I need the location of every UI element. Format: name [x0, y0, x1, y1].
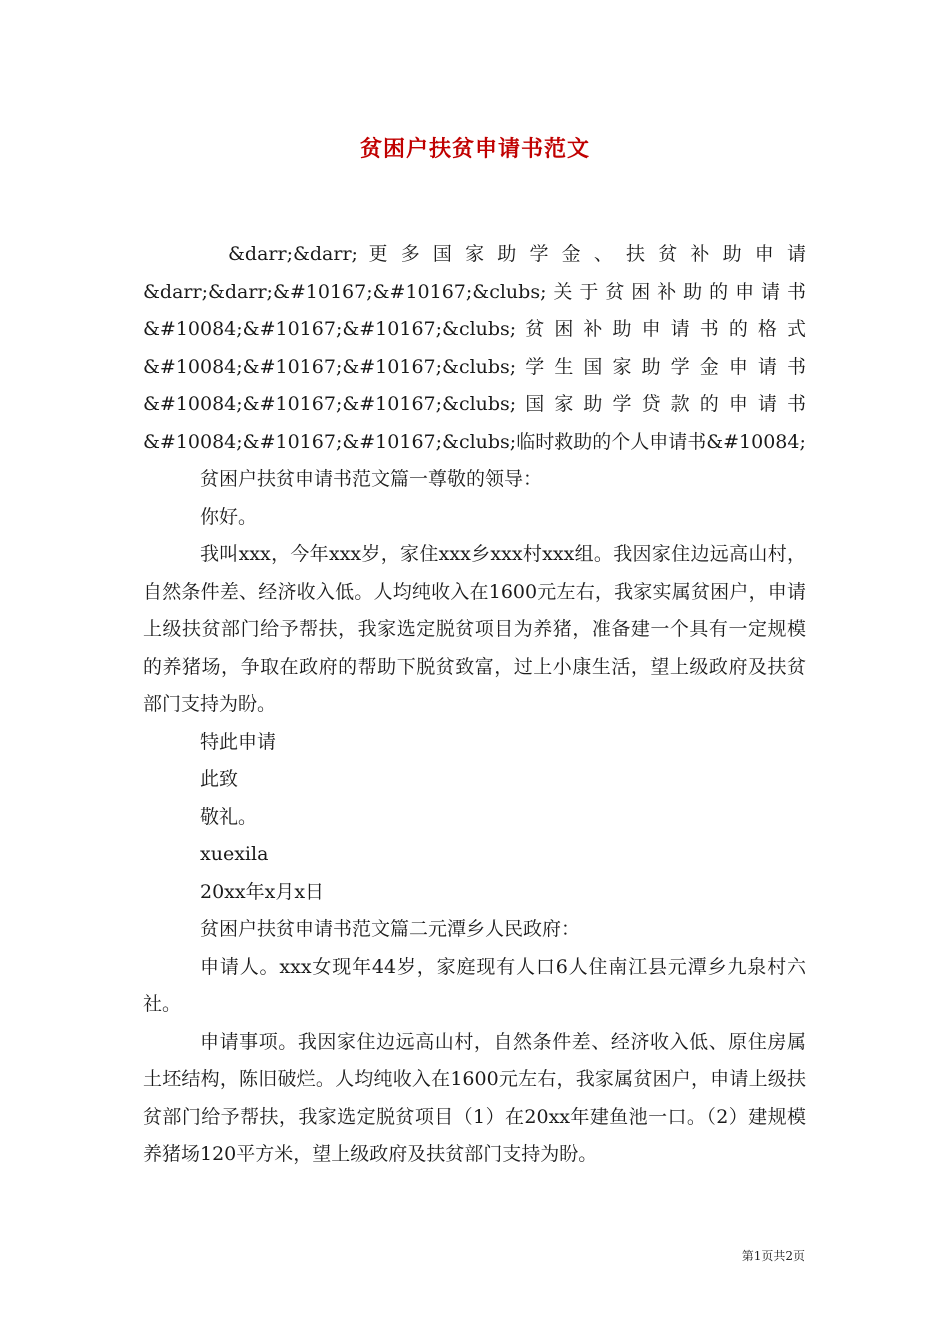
- link-line[interactable]: &darr;&darr; 更 多 国 家 助 学 金 、 扶 贫 补 助 申 请: [228, 243, 806, 265]
- closing-line: 特此申请: [200, 730, 277, 753]
- link-line[interactable]: &#10084;&#10167;&#10167;&clubs; 贫 困 补 助 申 请 书 的 格 式: [143, 318, 806, 340]
- section1-body: 我叫xxx，今年xxx岁，家住xxx乡xxx村xxx组。我因家住边远高山村，自然条件差、经济收入低。人均纯收入在1600元左右，我家实属贫困户，申请上级扶贫部门给予帮扶，我家选定脱贫项目为养猪，准备建一个具有一定规模的养猪场，争取在政府的帮助下脱贫致富，过上小康生活，望上级政府及扶贫部门支持为盼。: [143, 543, 806, 715]
- document-title: 贫困户扶贫申请书范文: [359, 136, 590, 162]
- section1-heading: 贫困户扶贫申请书范文篇一尊敬的领导：: [200, 468, 543, 490]
- closing-line: 此致: [200, 768, 239, 790]
- link-line[interactable]: &#10084;&#10167;&#10167;&clubs;临时救助的个人申请书&#10084;: [143, 430, 806, 453]
- section2-heading: 贫困户扶贫申请书范文篇二元潭乡人民政府：: [200, 918, 581, 940]
- section2-applicant: 申请人。xxx女现年44岁，家庭现有人口6人住南江县元潭乡九泉村六社。: [143, 955, 806, 1015]
- date-line: 20xx年x月x日: [200, 880, 325, 903]
- page-number: 第1页共2页: [741, 1249, 805, 1263]
- link-line[interactable]: &darr;&darr;&#10167;&#10167;&clubs;关于贫困补助的申请书: [143, 280, 806, 303]
- section2-matter: 申请事项。我因家住边远高山村，自然条件差、经济收入低、原住房属土坯结构，陈旧破烂。人均纯收入在1600元左右，我家属贫困户，申请上级扶贫部门给予帮扶，我家选定脱贫项目（1）在20xx年建鱼池一口。（2）建规模养猪场120平方米，望上级政府及扶贫部门支持为盼。: [143, 1030, 806, 1165]
- signature: xuexila: [200, 843, 269, 865]
- link-line[interactable]: &#10084;&#10167;&#10167;&clubs; 国 家 助 学 贷 款 的 申 请 书: [143, 393, 806, 415]
- links-block: [143, 236, 806, 461]
- closing-line: 敬礼。: [200, 805, 258, 828]
- greeting: 你好。: [200, 505, 258, 528]
- document-body: [143, 236, 806, 1174]
- link-line[interactable]: &#10084;&#10167;&#10167;&clubs; 学 生 国 家 助 学 金 申 请 书: [143, 355, 806, 378]
